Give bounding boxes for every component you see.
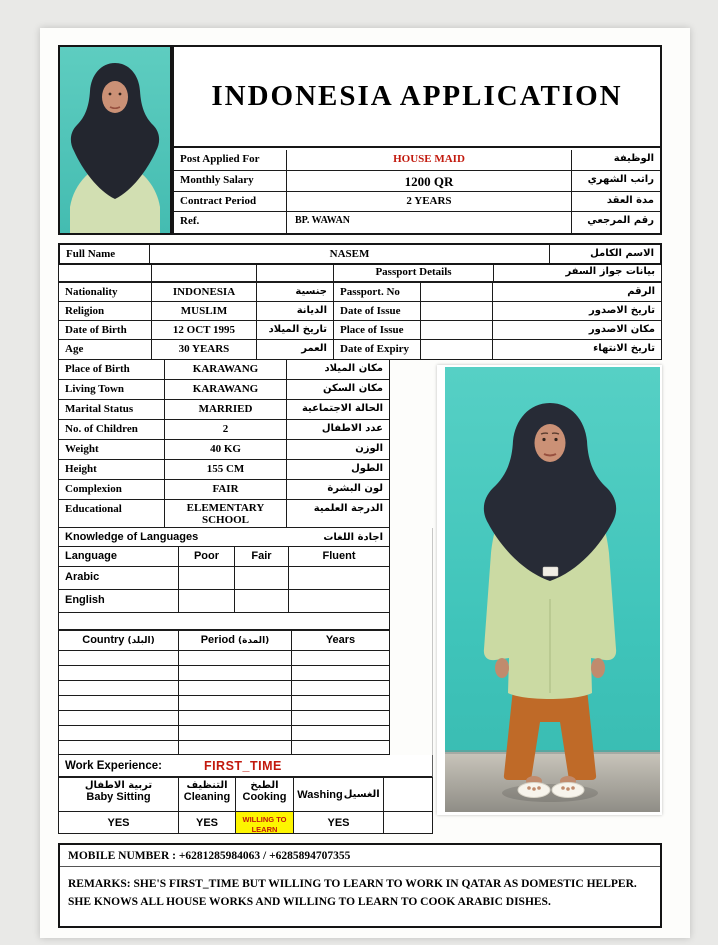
language-rating-empty: [235, 590, 289, 612]
personal-label: No. of Children: [59, 420, 165, 440]
header-row-label: Contract Period: [174, 192, 287, 213]
personal-arabic: مكان السكن: [287, 380, 389, 400]
info-label: Religion: [59, 302, 152, 321]
skill-value-highlighted: WILLING TO LEARN: [236, 812, 294, 833]
work-experience-row: [58, 755, 433, 777]
skills-table: [58, 777, 433, 834]
language-rating-empty: [179, 590, 235, 612]
language-name: Arabic: [59, 567, 179, 590]
skill-arabic: الغسيل: [343, 789, 380, 800]
header-row-label: Monthly Salary: [174, 171, 287, 192]
experience-col-header: [179, 631, 292, 651]
language-col-header: Fluent: [289, 547, 389, 567]
info-arabic: الديانة: [257, 302, 334, 321]
passport-section-arabic: بيانات جواز السفر: [565, 266, 655, 277]
languages-section-label: Knowledge of Languages: [65, 531, 199, 543]
footer-box: [58, 843, 662, 928]
personal-value: MARRIED: [165, 400, 287, 420]
headshot-illustration: [60, 47, 170, 233]
empty-cell: [257, 265, 334, 281]
experience-empty-cell: [292, 666, 389, 681]
personal-arabic: الوزن: [287, 440, 389, 460]
header-box: [172, 45, 662, 235]
experience-empty-cell: [292, 711, 389, 726]
passport-arabic: الرقم: [493, 283, 661, 302]
col-label: Years: [325, 634, 356, 646]
experience-empty-cell: [292, 741, 389, 756]
experience-empty-cell: [292, 681, 389, 696]
skill-label: Cooking: [242, 791, 287, 803]
skill-value: YES: [294, 812, 384, 833]
passport-value-empty: [421, 340, 493, 359]
passport-label: Date of Issue: [334, 302, 421, 321]
skill-header-washing: [294, 778, 384, 812]
header-table: [174, 150, 660, 233]
experience-col-header: [59, 631, 179, 651]
info-arabic: جنسية: [257, 283, 334, 302]
passport-value-empty: [421, 283, 493, 302]
header-row-label: Post Applied For: [174, 150, 287, 171]
col-label: Country: [82, 634, 125, 646]
personal-label: Marital Status: [59, 400, 165, 420]
language-rating-empty: [289, 590, 389, 612]
info-band-table: [58, 282, 662, 360]
contract-period-value: 2 YEARS: [287, 192, 572, 213]
experience-empty-cell: [292, 696, 389, 711]
skill-value: YES: [59, 812, 179, 833]
languages-section-arabic: اجادة اللغات: [323, 531, 383, 543]
scan-edge-line: [432, 528, 433, 777]
experience-empty-cell: [59, 726, 179, 741]
header-row-arabic: رقم المرجعي: [587, 215, 654, 227]
skill-header-babysitting: [59, 778, 179, 812]
info-value: 30 YEARS: [152, 340, 257, 359]
post-applied-value: HOUSE MAID: [287, 150, 572, 171]
info-arabic: العمر: [257, 340, 334, 359]
personal-arabic: لون البشرة: [287, 480, 389, 500]
language-table: [58, 547, 390, 613]
header-row-arabic: راتب الشهري: [572, 171, 660, 192]
experience-empty-cell: [59, 711, 179, 726]
experience-empty-cell: [179, 726, 292, 741]
skill-label: Cleaning: [183, 791, 231, 803]
experience-empty-cell: [59, 651, 179, 666]
passport-label: Passport. No: [334, 283, 421, 302]
skill-arabic: الطبخ: [250, 780, 279, 791]
passport-arabic: تاريخ الاصدور: [493, 302, 661, 321]
full-name-value: NASEM: [150, 245, 550, 263]
language-col-header: Language: [59, 547, 179, 567]
personal-arabic: مكان الميلاد: [287, 360, 389, 380]
experience-empty-cell: [179, 741, 292, 756]
work-experience-label: Work Experience:: [65, 759, 162, 772]
language-rating-empty: [289, 567, 389, 590]
skill-arabic: التنظيف: [186, 780, 228, 791]
personal-value: KARAWANG: [165, 380, 287, 400]
language-col-header: Poor: [179, 547, 235, 567]
personal-label: Height: [59, 460, 165, 480]
full-name-label: Full Name: [60, 245, 150, 263]
language-name: English: [59, 590, 179, 612]
experience-empty-cell: [179, 696, 292, 711]
skill-header-cleaning: [179, 778, 236, 812]
empty-cell: [59, 265, 152, 281]
empty-cell: [152, 265, 257, 281]
passport-label: Date of Expiry: [334, 340, 421, 359]
info-value: INDONESIA: [152, 283, 257, 302]
experience-empty-cell: [59, 741, 179, 756]
personal-value: 155 CM: [165, 460, 287, 480]
personal-value: 40 KG: [165, 440, 287, 460]
personal-arabic: عدد الاطفال: [287, 420, 389, 440]
experience-empty-cell: [59, 666, 179, 681]
skill-label: Baby Sitting: [86, 791, 151, 803]
experience-empty-cell: [59, 681, 179, 696]
language-rating-empty: [235, 567, 289, 590]
mobile-number-line: MOBILE NUMBER : +6281285984063 / +6285894707355: [60, 845, 660, 867]
fullbody-illustration: [445, 367, 660, 812]
info-value: MUSLIM: [152, 302, 257, 321]
personal-value: KARAWANG: [165, 360, 287, 380]
col-arabic: (البلد): [127, 636, 155, 646]
experience-empty-cell: [179, 651, 292, 666]
full-name-row: [58, 243, 662, 265]
personal-arabic: الطول: [287, 460, 389, 480]
remarks-text: REMARKS: SHE'S FIRST_TIME BUT WILLING TO LEARN TO WORK IN QATAR AS DOMESTIC HELPER. SHE KNOWS ALL HOUSE WORKS AND WILLING TO LEARN TO COOK ARABIC DISHES.: [68, 878, 637, 908]
info-label: Date of Birth: [59, 321, 152, 340]
applicant-fullbody-photo: [437, 365, 662, 815]
skill-arabic: تربية الاطفال: [84, 780, 153, 791]
passport-details-header: [58, 265, 662, 282]
col-label: Period: [200, 634, 235, 646]
spacer-band: [58, 613, 390, 630]
work-experience-value: FIRST_TIME: [203, 758, 282, 773]
language-col-header: Fair: [235, 547, 289, 567]
ref-value: BP. WAWAN: [287, 212, 572, 233]
personal-value: ELEMENTARY SCHOOL: [165, 500, 287, 527]
experience-country-table: [58, 630, 390, 755]
full-name-arabic: الاسم الكامل: [590, 248, 654, 259]
languages-section-row: [58, 528, 390, 547]
passport-arabic: تاريخ الانتهاء: [593, 343, 655, 354]
experience-empty-cell: [292, 726, 389, 741]
personal-arabic: الدرجة العلمية: [313, 503, 383, 514]
info-label: Age: [59, 340, 152, 359]
personal-value: FAIR: [165, 480, 287, 500]
experience-col-header: [292, 631, 389, 651]
document-title: INDONESIA APPLICATION: [174, 47, 660, 148]
info-arabic: تاريخ الميلاد: [257, 321, 334, 340]
experience-empty-cell: [179, 711, 292, 726]
passport-section-title: Passport Details: [334, 265, 494, 281]
header-row-arabic: الوظيفة: [572, 150, 660, 171]
applicant-headshot-photo: [58, 45, 172, 235]
personal-value: 2: [165, 420, 287, 440]
personal-label: Educational: [59, 500, 165, 527]
passport-arabic: مكان الاصدور: [493, 321, 661, 340]
personal-label: Place of Birth: [59, 360, 165, 380]
experience-empty-cell: [292, 651, 389, 666]
skills-outer-strip: [384, 778, 432, 812]
header-row-arabic: مدة العقد: [572, 192, 660, 213]
personal-label: Complexion: [59, 480, 165, 500]
header-row-label: Ref.: [174, 212, 287, 233]
passport-label: Place of Issue: [334, 321, 421, 340]
experience-empty-cell: [59, 696, 179, 711]
personal-label: Living Town: [59, 380, 165, 400]
passport-value-empty: [421, 321, 493, 340]
personal-details-table: [58, 360, 390, 528]
language-rating-empty: [179, 567, 235, 590]
info-label: Nationality: [59, 283, 152, 302]
personal-arabic: الحالة الاجتماعية: [287, 400, 389, 420]
skill-value: YES: [179, 812, 236, 833]
skills-outer-strip: [384, 812, 432, 833]
passport-value-empty: [421, 302, 493, 321]
personal-label: Weight: [59, 440, 165, 460]
salary-value: 1200 QR: [287, 171, 572, 192]
col-arabic: (المدة): [238, 636, 270, 646]
skill-header-cooking: [236, 778, 294, 812]
skill-label: Washing: [297, 788, 343, 801]
info-value: 12 OCT 1995: [152, 321, 257, 340]
experience-empty-cell: [179, 681, 292, 696]
experience-empty-cell: [179, 666, 292, 681]
